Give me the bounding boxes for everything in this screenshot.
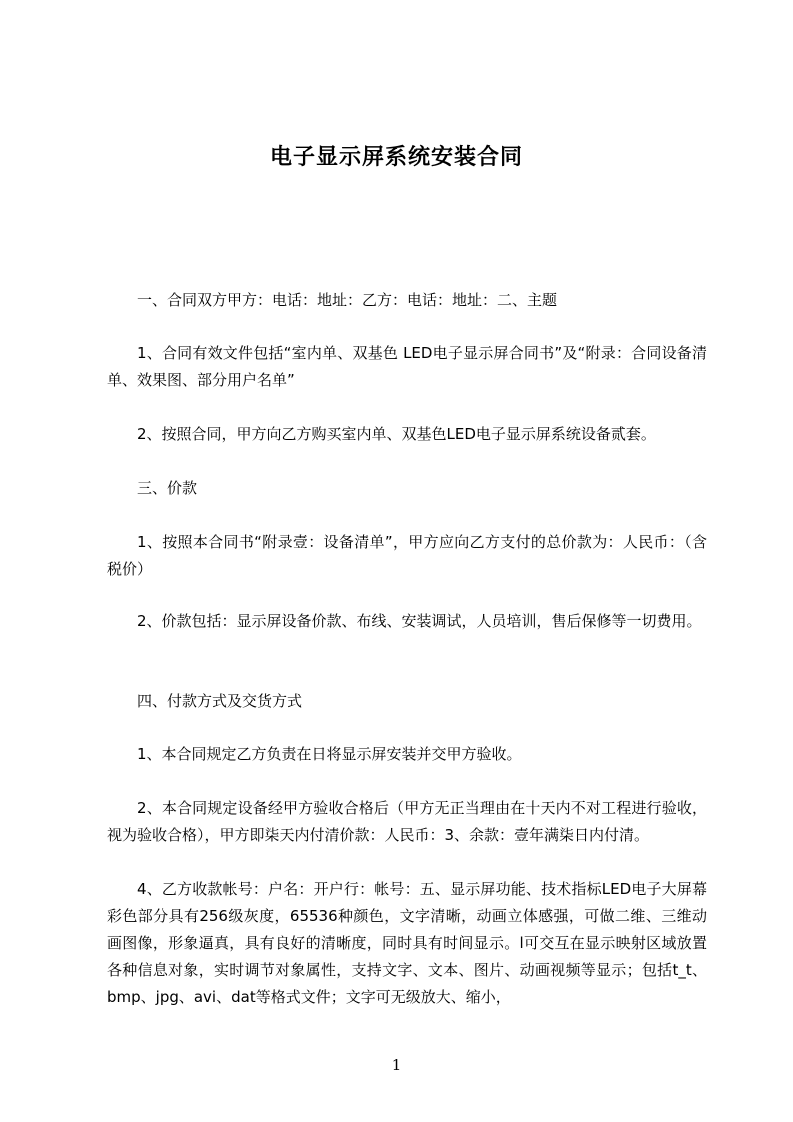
paragraph-account-specs-text: 4、乙方收款帐号：户名：开户行：帐号：五、显示屏功能、技术指标LED电子大屏幕彩色部分具有256级灰度，65536种颜色，文字清晰，动画立体感强，可做二维、三维动画图像，形象逼真，具有良好的清晰度，同时具有时间显示。l可交互在显示映射区域放置各种信息对象，实时调节对象属性，支持文字、文本、图片、动画视频等显示；包括t_t、bmp、jpg、avi、dat等格式文件；文字可无级放大、缩小，	[107, 880, 707, 1006]
paragraph-acceptance	[107, 795, 707, 849]
paragraph-installation	[107, 741, 707, 768]
section-payment-heading	[107, 688, 707, 715]
paragraph-purchase-text: 2、按照合同，甲方向乙方购买室内单、双基色LED电子显示屏系统设备贰套。	[137, 425, 656, 443]
paragraph-total-price-text: 1、按照本合同书“附录壹：设备清单”，甲方应向乙方支付的总价款为：人民币：（含税价）	[107, 533, 707, 578]
paragraph-contract-files-text: 1、合同有效文件包括“室内单、双基色 LED电子显示屏合同书”及“附录：合同设备清单、效果图、部分用户名单”	[107, 344, 707, 389]
paragraph-price-includes-text: 2、价款包括：显示屏设备价款、布线、安装调试，人员培训，售后保修等一切费用。	[137, 612, 702, 630]
paragraph-total-price	[107, 529, 707, 583]
paragraph-parties-text: 一、合同双方甲方：电话：地址：乙方：电话：地址：二、主题	[137, 291, 558, 309]
paragraph-contract-files	[107, 340, 707, 394]
section-price-heading-text: 三、价款	[137, 479, 198, 497]
paragraph-account-specs	[107, 876, 707, 1011]
paragraph-purchase	[107, 421, 707, 448]
section-price-heading	[107, 475, 707, 502]
document-title: 电子显示屏系统安装合同	[269, 145, 523, 170]
page-number: 1	[391, 1056, 402, 1074]
paragraph-parties	[107, 287, 707, 314]
paragraph-price-includes	[107, 608, 707, 635]
paragraph-acceptance-text: 2、本合同规定设备经甲方验收合格后（甲方无正当理由在十天内不对工程进行验收，视为验收合格），甲方即柒天内付清价款：人民币：3、余款：壹年满柒日内付清。	[107, 799, 707, 844]
section-payment-heading-text: 四、付款方式及交货方式	[137, 692, 303, 710]
paragraph-installation-text: 1、本合同规定乙方负责在日将显示屏安装并交甲方验收。	[137, 745, 522, 763]
